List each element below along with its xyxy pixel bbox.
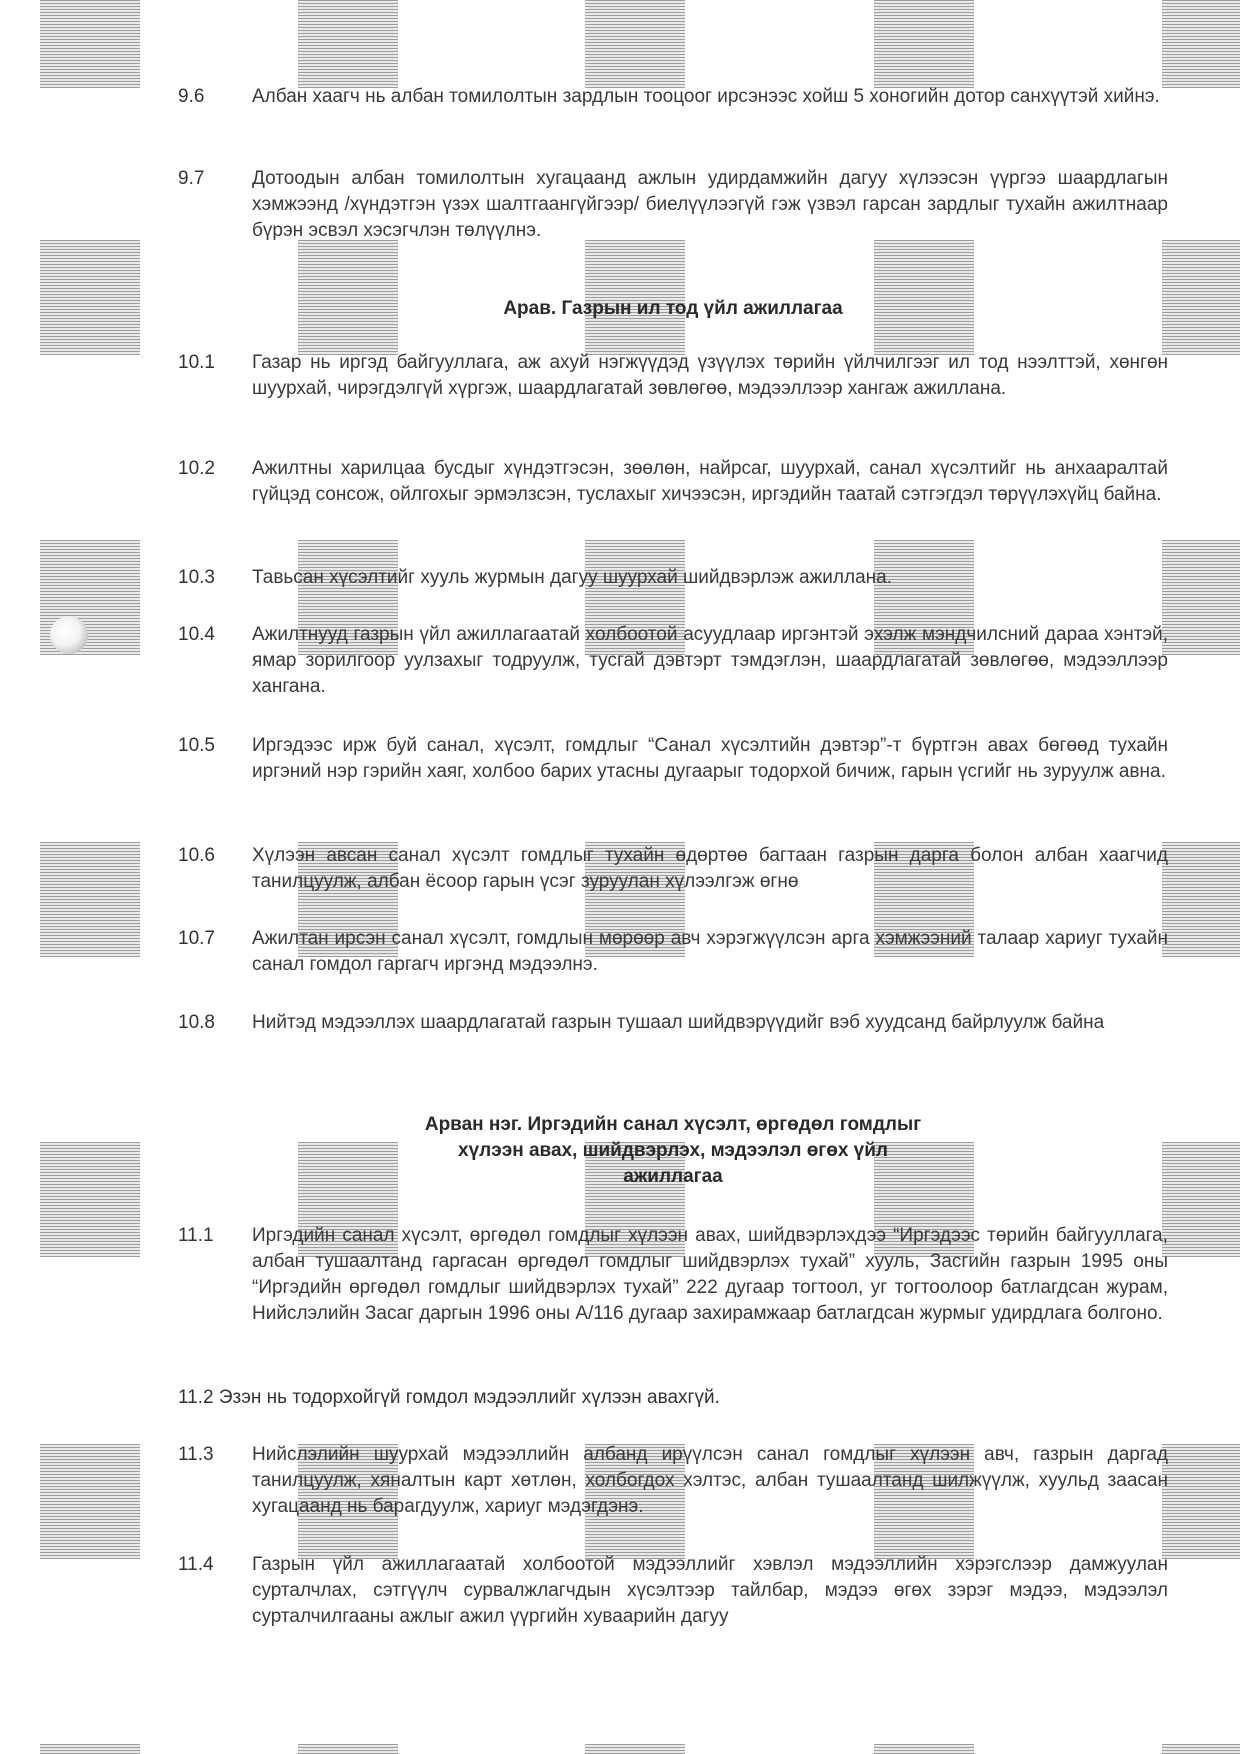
section-heading-line: хүлээн авах, шийдвэрлэх, мэдээлэл өгөх үйл	[458, 1140, 888, 1161]
clause-text: Дотоодын албан томилолтын хугацаанд ажлын удирдамжийн дагуу хүлээсэн үүргээ шаардлагын хэмжээнд /хүндэтгэн үзэх шалтгаангүйгээр/ биелүүлээгүй гэж үзвэл гарсан зардлыг тухайн ажилтнаар бүрэн эсвэл хэсэгчлэн төлүүлнэ.	[252, 168, 1168, 241]
clause-10-8	[178, 1010, 1168, 1062]
clause-number: 11.1	[178, 1225, 214, 1246]
clause-text: Газрын үйл ажиллагаатай холбоотой мэдээллийг хэвлэл мэдээллийн хэрэгслээр дамжуулан сурталчлах, сэтгүүлч сурвалжлагчдын хүсэлтээр тайлбар, мэдээ өгөх зэрэг мэдээ, мэдээлэл сурталчилгааны ажлыг ажил үүргийн хуваарийн дагуу	[252, 1554, 1168, 1627]
clause-number: 10.1	[178, 352, 215, 373]
clause-text: Албан хаагч нь албан томилолтын зардлын тооцоог ирсэнээс хойш 5 хоногийн дотор санхүүтэй хийнэ.	[252, 86, 1160, 107]
clause-text: Ажилтан ирсэн санал хүсэлт, гомдлын мөрөөр авч хэрэгжүүлсэн арга хэмжээний талаар хариуг тухайн санал гомдол гаргагч иргэнд мэдээлнэ.	[252, 928, 1168, 975]
clause-text: Газар нь иргэд байгууллага, аж ахуй нэгжүүдэд үзүүлэх төрийн үйлчилгээг ил тод нээлттэй, хөнгөн шуурхай, чирэгдэлгүй хүргэж, шаардлагатай зөвлөгөө, мэдээллээр хангаж ажиллана.	[252, 352, 1168, 399]
clause-11-3	[178, 1442, 1168, 1520]
clause-number: 10.7	[178, 928, 215, 949]
clause-10-1	[178, 350, 1168, 428]
clause-text: Ажилтнууд газрын үйл ажиллагаатай холбоотой асуудлаар иргэнтэй эхэлж мэндчилсний дараа хэнтэй, ямар зорилгоор уулзахыг тодруулж, тусгай дэвтэрт тэмдэглэн, шаардлагатай зөвлөгөө, мэдээллээр хангана.	[252, 624, 1168, 697]
clause-text: Хүлээн авсан санал хүсэлт гомдлыг тухайн өдөртөө багтаан газрын дарга болон албан хаагчид танилцуулж, албан ёсоор гарын үсэг зуруулан хүлээлгэж өгнө	[252, 845, 1168, 892]
clause-text: Нийтэд мэдээллэх шаардлагатай газрын тушаал шийдвэрүүдийг вэб хуудсанд байрлуулж байна	[252, 1012, 1105, 1033]
clause-text: Иргэдийн санал хүсэлт, өргөдөл гомдлыг хүлээн авах, шийдвэрлэхдээ “Иргэдээс төрийн байгууллага, албан тушаалтанд гаргасан өргөдөл гомдлыг шийдвэрлэх тухай” хууль, Засгийн газрын 1995 оны “Иргэдийн өргөдөл гомдлыг шийдвэрлэх тухай” 222 дугаар тогтоол, уг тогтоолоор батлагдсан журам, Нийслэлийн Засаг даргын 1996 оны А/116 дугаар захирамжаар батлагдсан журмыг удирдлага болгоно.	[252, 1225, 1168, 1324]
clause-11-1	[178, 1223, 1168, 1353]
clause-text: Нийслэлийн шуурхай мэдээллийн албанд ирүүлсэн санал гомдлыг хүлээн авч, газрын даргад танилцуулж, хяналтын карт хөтлөн, холбогдох хэлтэс, албан тушаалтанд шилжүүлж, хуульд заасан хугацаанд нь барагдуулж, хариуг мэдэгдэнэ.	[252, 1444, 1168, 1517]
clause-10-7	[178, 926, 1168, 978]
clause-number: 9.7	[178, 168, 205, 189]
clause-text: Иргэдээс ирж буй санал, хүсэлт, гомдлыг “Санал хүсэлтийн дэвтэр”-т бүртгэн авах бөгөөд тухайн иргэний нэр гэрийн хаяг, холбоо барих утасны дугаарыг тодорхой бичиж, гарын үсгийг нь зуруулж авна.	[252, 735, 1168, 782]
clause-11-2: 11.2 Эзэн нь тодорхойгүй гомдол мэдээллийг хүлээн авахгүй.	[178, 1387, 720, 1408]
clause-number: 9.6	[178, 86, 205, 107]
clause-number: 10.6	[178, 845, 215, 866]
clause-number: 10.5	[178, 735, 215, 756]
clause-number: 10.4	[178, 624, 215, 645]
clause-10-2	[178, 456, 1168, 534]
clause-text: Ажилтны харилцаа бусдыг хүндэтгэсэн, зөөлөн, найрсаг, шуурхай, санал хүсэлтийг нь анхааралтай гүйцэд сонсож, ойлгохыг эрмэлзсэн, туслахыг хичээсэн, иргэдийн таатай сэтгэгдэл төрүүлэхүйц байна.	[252, 458, 1168, 505]
section-heading-line: ажиллагаа	[623, 1166, 723, 1187]
clause-9-6	[178, 84, 1168, 136]
clause-number: 10.2	[178, 458, 215, 479]
section-heading: Арав. Газрын ил тод үйл ажиллагаа	[503, 298, 843, 319]
section-heading-line: Арван нэг. Иргэдийн санал хүсэлт, өргөдөл гомдлыг	[424, 1114, 922, 1135]
clause-9-7	[178, 166, 1168, 244]
clause-number: 10.3	[178, 567, 215, 588]
clause-text: Тавьсан хүсэлтийг хууль журмын дагуу шуурхай шийдвэрлэж ажиллана.	[252, 567, 892, 588]
clause-number: 11.3	[178, 1444, 214, 1465]
clause-10-3	[178, 565, 1168, 591]
clause-10-4	[178, 622, 1168, 700]
clause-10-6	[178, 843, 1168, 895]
clause-10-5	[178, 733, 1168, 811]
clause-number: 10.8	[178, 1012, 215, 1033]
clause-11-4	[178, 1552, 1168, 1630]
clause-number: 11.4	[178, 1554, 214, 1575]
